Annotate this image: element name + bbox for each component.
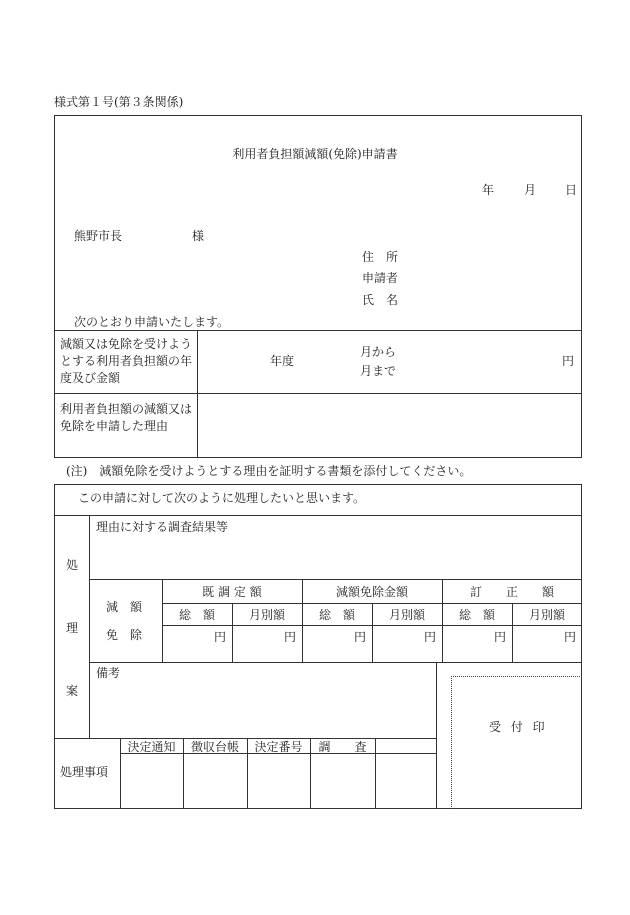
extra-cell[interactable] — [376, 754, 436, 809]
investigation-field[interactable] — [90, 536, 581, 578]
stamp-label: 受 付 印 — [489, 720, 548, 734]
amount-cell-5[interactable]: 円 — [493, 629, 506, 644]
reduction-label: 減 額 — [106, 600, 143, 614]
remarks-field[interactable] — [90, 682, 435, 737]
decision-notice-cell[interactable] — [121, 754, 183, 809]
amount-yen-label[interactable]: 円 — [562, 354, 575, 368]
fiscal-year-label[interactable]: 年度 — [270, 354, 295, 368]
sub-col-total-3: 総 額 — [458, 608, 495, 622]
sub-col-monthly-2: 月別額 — [388, 608, 425, 622]
reason-row-label: 利用者負担額の減額又は免除を申請した理由 — [60, 402, 193, 433]
month-to-label[interactable]: 月まで — [360, 364, 397, 378]
date-year[interactable]: 年 — [482, 183, 495, 197]
sub-col-total-1: 総 額 — [178, 608, 215, 622]
side-label-2: 理 — [66, 621, 79, 635]
amount-cell-6[interactable]: 円 — [563, 629, 576, 644]
section2-header: この申請に対して次のように処理したいと思います。 — [78, 491, 366, 505]
intro-text: 次のとおり申請いたします。 — [74, 315, 230, 329]
remarks-label: 備考 — [96, 666, 121, 680]
addressee-name: 熊野市長 — [74, 229, 123, 243]
col-group-reduction: 減額免除金額 — [335, 585, 408, 599]
col-decision-notice: 決定通知 — [127, 739, 176, 754]
date-month[interactable]: 月 — [524, 183, 537, 197]
note-text: (注) 減額免除を受けようとする理由を証明する書類を添付してください。 — [66, 464, 472, 478]
sub-col-monthly-3: 月別額 — [528, 608, 565, 622]
collection-ledger-cell[interactable] — [184, 754, 247, 809]
date-day[interactable]: 日 — [565, 183, 578, 197]
form-label: 様式第１号(第３条関係) — [54, 95, 184, 109]
decision-number-cell[interactable] — [248, 754, 310, 809]
stamp-frame-left — [451, 676, 452, 809]
amount-row-label: 減額又は免除を受けようとする利用者負担額の年度及び金額 — [60, 337, 193, 385]
applicant-label: 申請者 — [362, 271, 399, 285]
form-title: 利用者負担額減額(免除)申請書 — [232, 147, 398, 161]
sub-col-monthly-1: 月別額 — [248, 608, 285, 622]
month-from-label[interactable]: 月から — [360, 345, 397, 359]
col-collection-ledger: 徴収台帳 — [190, 739, 239, 754]
col-decision-number: 決定番号 — [254, 739, 303, 754]
investigation-cell[interactable] — [311, 754, 375, 809]
stamp-frame-top — [451, 676, 582, 677]
side-label-1: 処 — [66, 558, 79, 572]
amount-cell-2[interactable]: 円 — [283, 629, 296, 644]
reason-field[interactable] — [198, 394, 581, 457]
addressee-honorific: 様 — [192, 229, 205, 243]
amount-cell-3[interactable]: 円 — [353, 629, 366, 644]
investigation-label: 理由に対する調査結果等 — [96, 520, 229, 534]
applicant-address-label[interactable]: 住 所 — [362, 250, 399, 264]
processing-label: 処理事項 — [60, 765, 109, 779]
col-investigation: 調 査 — [318, 739, 367, 754]
exemption-label: 免 除 — [106, 628, 143, 642]
col-group-assessed: 既 調 定 額 — [202, 585, 262, 599]
sub-col-total-2: 総 額 — [318, 608, 355, 622]
amount-cell-4[interactable]: 円 — [423, 629, 436, 644]
applicant-name-label[interactable]: 氏 名 — [362, 293, 399, 307]
amount-cell-1[interactable]: 円 — [213, 629, 226, 644]
col-group-correction: 訂 正 額 — [469, 585, 554, 599]
side-label-3: 案 — [66, 684, 79, 698]
